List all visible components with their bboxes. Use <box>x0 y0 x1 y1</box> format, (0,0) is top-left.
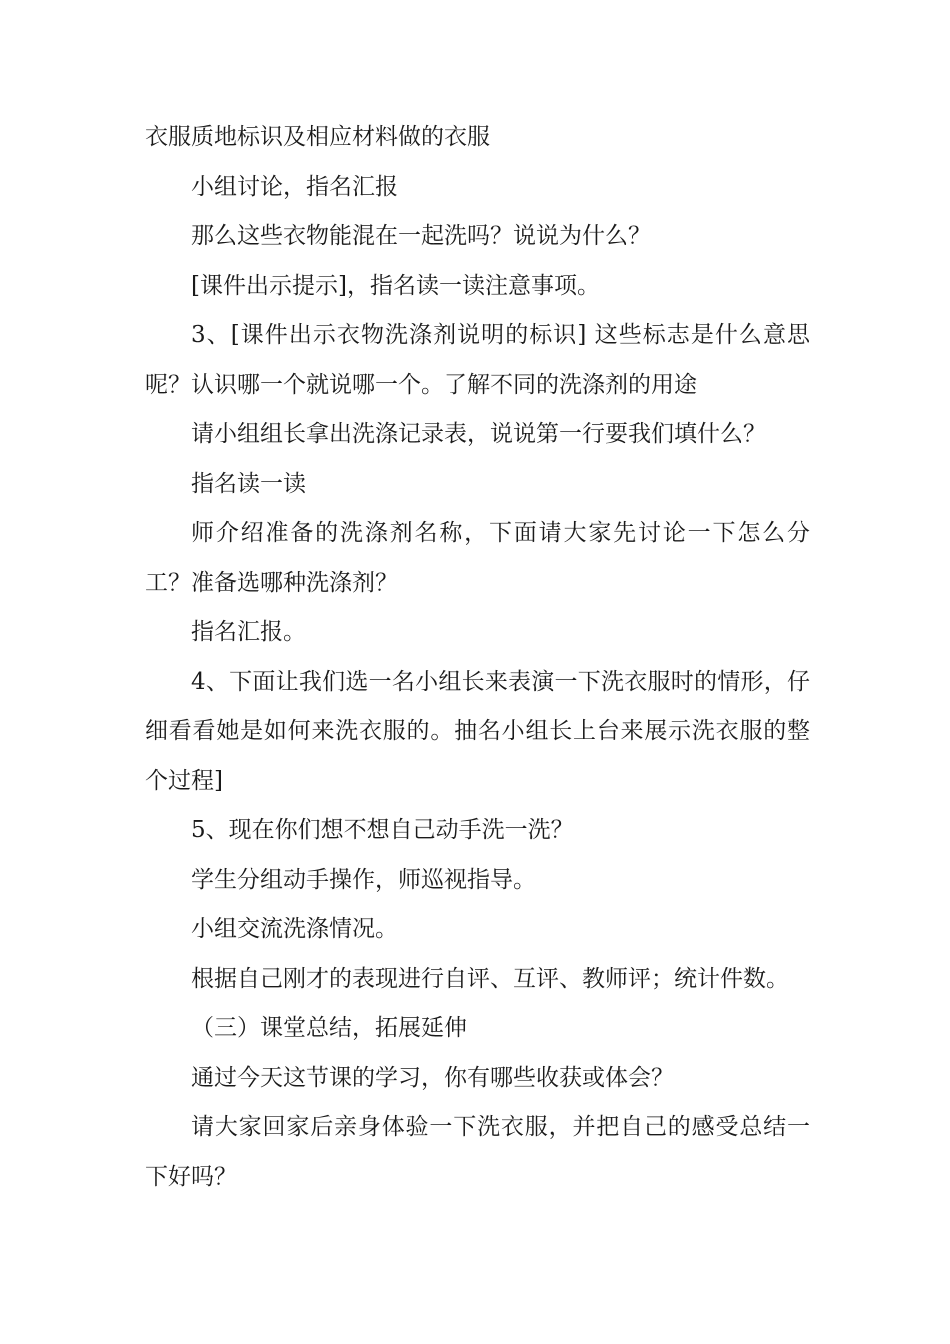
paragraph-8: 师介绍准备的洗涤剂名称，下面请大家先讨论一下怎么分工？准备选哪种洗涤剂？ <box>145 520 810 596</box>
paragraph-12: 学生分组动手操作，师巡视指导。 <box>191 866 536 893</box>
paragraph-3: 那么这些衣物能混在一起洗吗？说说为什么？ <box>191 223 651 249</box>
paragraph-2: 小组讨论，指名汇报 <box>191 173 398 200</box>
paragraph-1: 衣服质地标识及相应材料做的衣服 <box>145 124 490 150</box>
paragraph-10: 4、下面让我们选一名小组长来表演一下洗衣服时的情形，仔细看看她是如何来洗衣服的。抽名小组长上台来展示洗衣服的整个过程] <box>145 668 810 794</box>
paragraph-13: 小组交流洗涤情况。 <box>191 916 398 942</box>
paragraph-16: 通过今天这节课的学习，你有哪些收获或体会？ <box>191 1064 674 1091</box>
paragraph-15: （三）课堂总结，拓展延伸 <box>191 1015 467 1041</box>
paragraph-7: 指名读一读 <box>191 470 306 497</box>
paragraph-17: 请大家回家后亲身体验一下洗衣服，并把自己的感受总结一下好吗？ <box>145 1114 810 1190</box>
paragraph-11: 5、现在你们想不想自己动手洗一洗？ <box>191 817 574 843</box>
paragraph-5: 3、[课件出示衣物洗涤剂说明的标识] 这些标志是什么意思呢？认识哪一个就说哪一个。了解不同的洗涤剂的用途 <box>145 322 810 398</box>
paragraph-14: 根据自己刚才的表现进行自评、互评、教师评；统计件数。 <box>191 965 789 992</box>
document-body <box>145 113 810 1202</box>
paragraph-9: 指名汇报。 <box>191 619 306 645</box>
paragraph-6: 请小组组长拿出洗涤记录表，说说第一行要我们填什么？ <box>191 421 766 447</box>
paragraph-4: [课件出示提示]，指名读一读注意事项。 <box>191 272 600 299</box>
